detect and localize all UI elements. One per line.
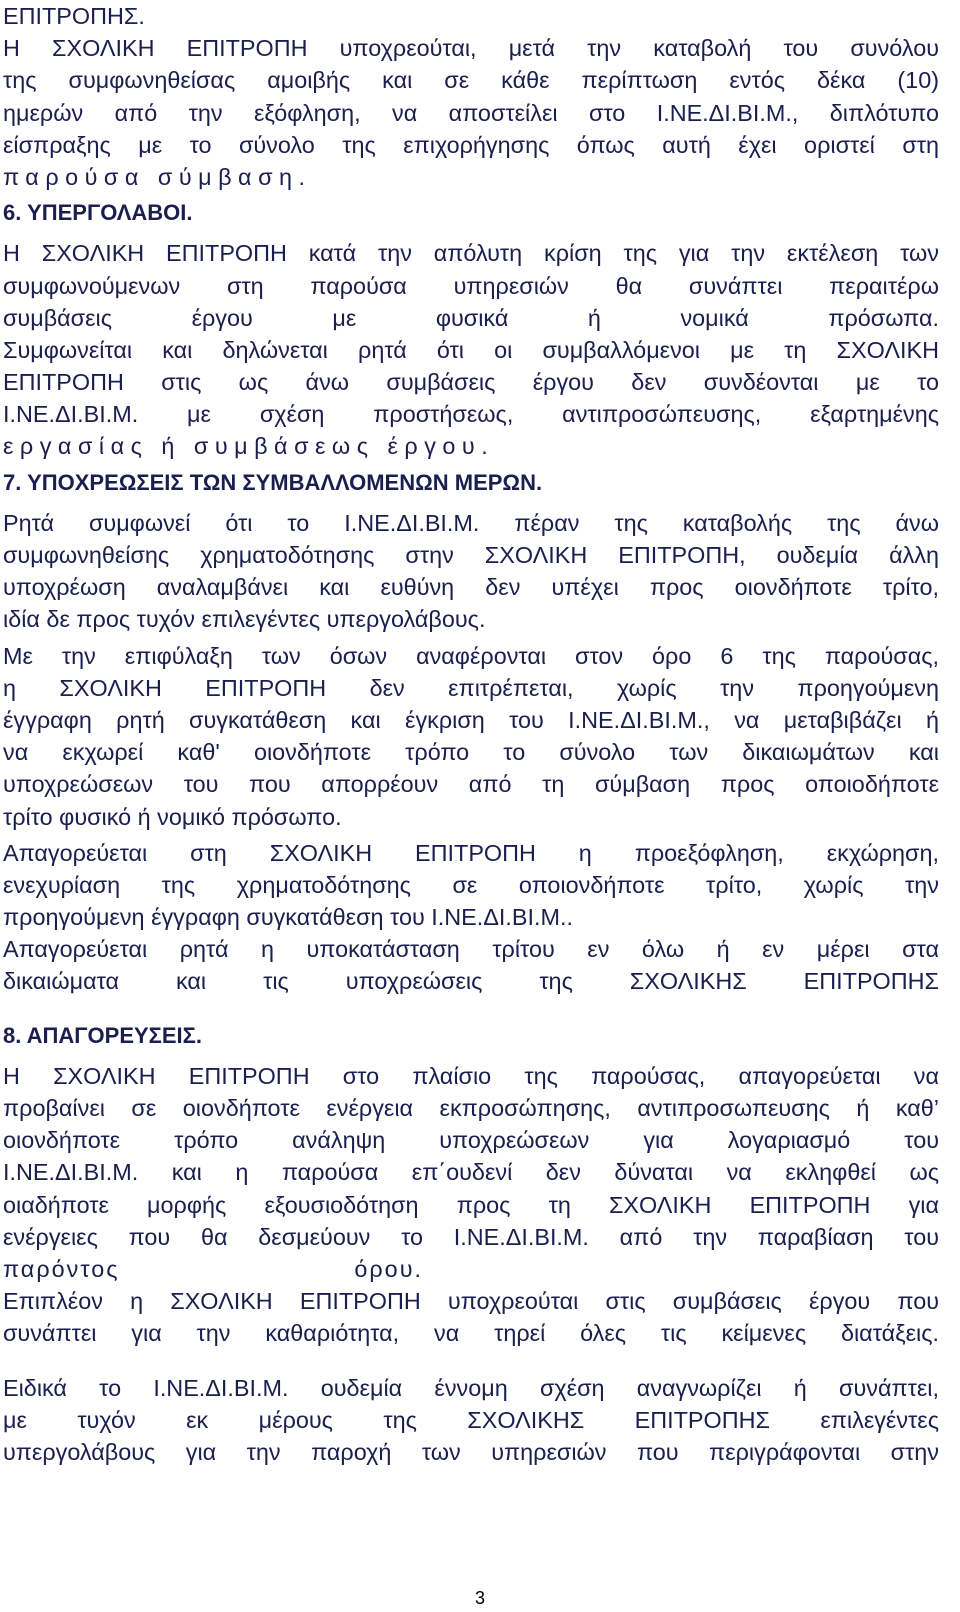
- text-line: συμφωνηθείσης χρηματοδότησης στην ΣΧΟΛΙΚΗ ΕΠΙΤΡΟΠΗ, ουδεμία άλλη: [3, 542, 939, 568]
- spacer: [3, 499, 939, 507]
- text-line: Η ΣΧΟΛΙΚΗ ΕΠΙΤΡΟΠΗ υποχρεούται, μετά την καταβολή του συνόλου: [3, 35, 939, 62]
- text-line: ενεχυρίαση της χρηματοδότησης σε οποιονδήποτε τρίτο, χωρίς την: [3, 871, 939, 898]
- text-line: Η ΣΧΟΛΙΚΗ ΕΠΙΤΡΟΠΗ στο πλαίσιο της παρούσας, απαγορεύεται να: [3, 1062, 939, 1089]
- section-heading: 7. ΥΠΟΧΡΕΩΣΕΙΣ ΤΩΝ ΣΥΜΒΑΛΛΟΜΕΝΩΝ ΜΕΡΩΝ.: [3, 469, 543, 495]
- text-line: Απαγορεύεται στη ΣΧΟΛΙΚΗ ΕΠΙΤΡΟΠΗ η προεξόφληση, εκχώρηση,: [3, 839, 939, 866]
- page-number: 3: [474, 1588, 485, 1608]
- text-line: έγγραφη ρητή συγκατάθεση και έγκριση του Ι.ΝΕ.ΔΙ.ΒΙ.Μ., να μεταβιβάζει ή: [3, 706, 939, 733]
- text-line: συνάπτει για την καθαριότητα, να τηρεί όλες τις κείμενες διατάξεις.: [3, 1320, 939, 1347]
- text-line: ΕΠΙΤΡΟΠΗ στις ως άνω συμβάσεις έργου δεν συνδέονται με το: [3, 369, 939, 396]
- text-line: Ι.ΝΕ.ΔΙ.ΒΙ.Μ. και η παρούσα επ΄ουδενί δεν δύναται να εκληφθεί ως: [3, 1159, 939, 1186]
- text-line: Ειδικά το Ι.ΝΕ.ΔΙ.ΒΙ.Μ. ουδεμία έννομη σχέση αναγνωρίζει ή συνάπτει,: [3, 1374, 939, 1401]
- spacer: [3, 229, 939, 237]
- spacer: [3, 998, 939, 1020]
- text-line: ΕΠΙΤΡΟΠΗΣ.: [3, 3, 145, 29]
- text-line: τρίτο φυσικό ή νομικό πρόσωπο.: [3, 803, 342, 830]
- text-line: οιονδήποτε τρόπο ανάληψη υποχρεώσεων για λογαριασμό του: [3, 1127, 939, 1154]
- spacer: [3, 1052, 939, 1060]
- text-line: συμβάσεις έργου με φυσικά ή νομικά πρόσωπα.: [3, 304, 939, 331]
- text-line: Ρητά συμφωνεί ότι το Ι.ΝΕ.ΔΙ.ΒΙ.Μ. πέραν της καταβολής της άνω: [3, 509, 939, 536]
- text-line: υποχρεώσεων του που απορρέουν από τη σύμβαση προς οποιοδήποτε: [3, 771, 939, 798]
- text-line: οιαδήποτε μορφής εξουσιοδότηση προς τη ΣΧΟΛΙΚΗ ΕΠΙΤΡΟΠΗ για: [3, 1191, 939, 1218]
- section-heading: 6. ΥΠΕΡΓΟΛΑΒΟΙ.: [3, 200, 193, 226]
- text-line: παρούσα σύμβαση.: [3, 163, 312, 190]
- text-line: ιδία δε προς τυχόν επιλεγέντες υπεργολάβους.: [3, 606, 486, 633]
- text-line: είσπραξης με το σύνολο της επιχορήγησης όπως αυτή έχει οριστεί στη: [3, 131, 939, 158]
- text-line: Ι.ΝΕ.ΔΙ.ΒΙ.Μ. με σχέση προστήσεως, αντιπροσώπευσης, εξαρτημένης: [3, 401, 939, 428]
- text-line: Με την επιφύλαξη των όσων αναφέρονται στον όρο 6 της παρούσας,: [3, 642, 939, 669]
- document-page: [3, 0, 939, 1468]
- spacer: [3, 1350, 939, 1372]
- text-line: συμφωνούμενων στη παρούσα υπηρεσιών θα συνάπτει περαιτέρω: [3, 272, 939, 299]
- text-line: εργασίας ή συμβάσεως έργου.: [3, 433, 495, 460]
- text-line: δικαιώματα και τις υποχρεώσεις της ΣΧΟΛΙΚΗΣ ΕΠΙΤΡΟΠΗΣ: [3, 968, 939, 995]
- text-line: ενέργειες που θα δεσμεύουν το Ι.ΝΕ.ΔΙ.ΒΙ.Μ. από την παραβίαση του: [3, 1223, 939, 1250]
- text-line: της συμφωνηθείσας αμοιβής και σε κάθε περίπτωση εντός δέκα (10): [3, 67, 939, 94]
- text-line: να εκχωρεί καθ' οιονδήποτε τρόπο το σύνολο των δικαιωμάτων και: [3, 739, 939, 766]
- text-line: υποχρέωση αναλαμβάνει και ευθύνη δεν υπέχει προς οιονδήποτε τρίτο,: [3, 574, 939, 601]
- text-line: Απαγορεύεται ρητά η υποκατάσταση τρίτου εν όλω ή εν μέρει στα: [3, 936, 939, 963]
- text-line: υπεργολάβους για την παροχή των υπηρεσιών που περιγράφονται στην: [3, 1438, 939, 1465]
- text-line: Συμφωνείται και δηλώνεται ρητά ότι οι συμβαλλόμενοι με τη ΣΧΟΛΙΚΗ: [3, 336, 939, 363]
- text-line: η ΣΧΟΛΙΚΗ ΕΠΙΤΡΟΠΗ δεν επιτρέπεται, χωρίς την προηγούμενη: [3, 674, 939, 701]
- text-line: Επιπλέον η ΣΧΟΛΙΚΗ ΕΠΙΤΡΟΠΗ υποχρεούται στις συμβάσεις έργου που: [3, 1288, 939, 1315]
- text-line: με τυχόν εκ μέρους της ΣΧΟΛΙΚΗΣ ΕΠΙΤΡΟΠΗΣ επιλεγέντες: [3, 1406, 939, 1433]
- text-line: προβαίνει σε οιονδήποτε ενέργεια εκπροσώπησης, αντιπροσωπευσης ή καθ’: [3, 1095, 939, 1121]
- text-line: ημερών από την εξόφληση, να αποστείλει στο Ι.ΝΕ.ΔΙ.ΒΙ.Μ., διπλότυπο: [3, 99, 939, 126]
- section-heading: 8. ΑΠΑΓΟΡΕΥΣΕΙΣ.: [3, 1022, 202, 1048]
- text-line: Η ΣΧΟΛΙΚΗ ΕΠΙΤΡΟΠΗ κατά την απόλυτη κρίση της για την εκτέλεση των: [3, 240, 939, 267]
- text-line: προηγούμενη έγγραφη συγκατάθεση του Ι.ΝΕ.ΔΙ.ΒΙ.Μ..: [3, 904, 573, 931]
- text-line: παρόντος όρου.: [3, 1255, 423, 1282]
